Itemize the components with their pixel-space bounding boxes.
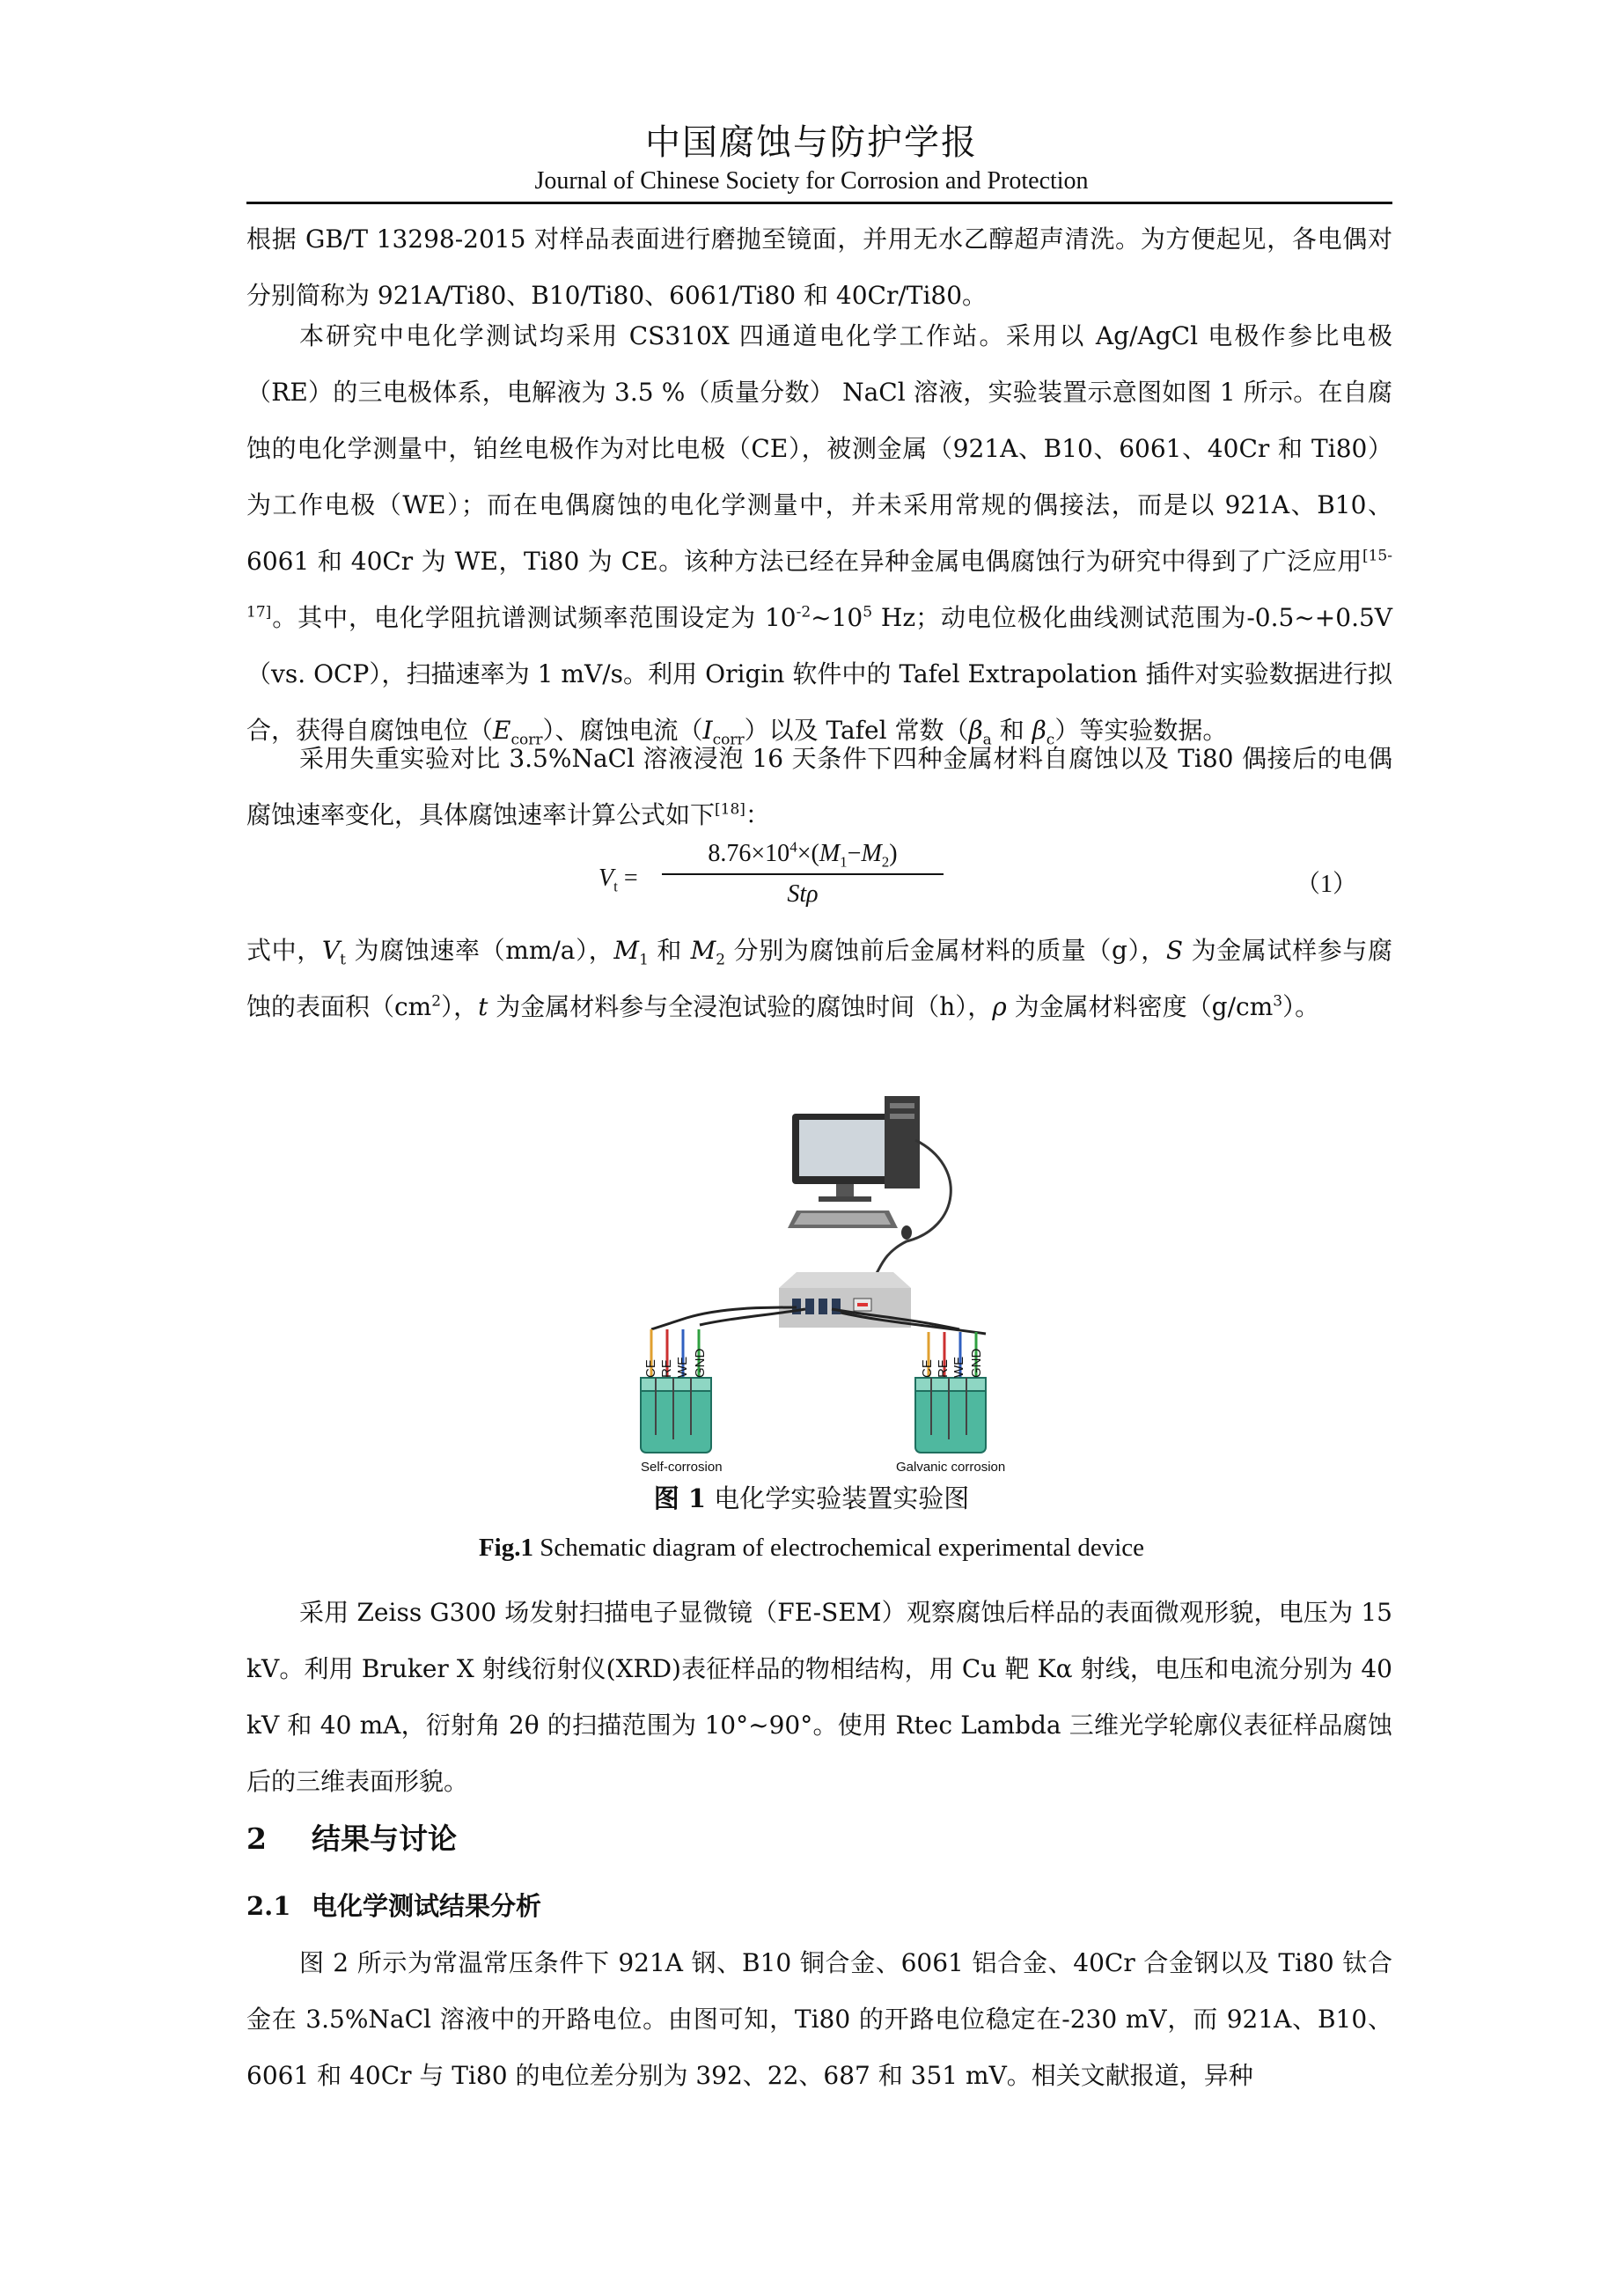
galvanic-corrosion-cell-icon xyxy=(915,1378,986,1453)
body-block-2 xyxy=(246,308,1392,759)
equation-number: （1） xyxy=(1295,871,1357,898)
cell1-label-ce: CE xyxy=(643,1359,658,1378)
paragraph-4: 式中，$V_t$ 为腐蚀速率（mm/a），$M_1$ 和 $M_2$ 分别为腐蚀前后金属材料的质量（g），S 为金属试样参与腐蚀的表面积$(cm^2)$，t 为金属材料参与全浸泡试验的腐蚀时间（h），ρ 为金属材料密度$(g/cm^3)$。 xyxy=(246,936,1392,1021)
body-block-4 xyxy=(246,923,1392,1035)
body-block-5 xyxy=(246,1585,1392,1810)
equation-1 xyxy=(599,838,1392,917)
equation-lhs: $V_t$ = xyxy=(599,865,638,895)
cell1-label-gnd: GND xyxy=(693,1348,708,1378)
computer-monitor-icon xyxy=(792,1114,898,1202)
equation-numerator: $8.76\times 10^4\times(M_1-M_2)$ xyxy=(708,838,898,871)
paragraph-3: 采用失重实验对比 3.5%NaCl 溶液浸泡 16 天条件下四种金属材料自腐蚀以及 Ti80 偶接后的电偶腐蚀速率变化，具体腐蚀速率计算公式如下[18]： xyxy=(246,744,1392,829)
section-2-heading: 2 结果与讨论 xyxy=(246,1821,457,1856)
citation-15-17: [15-17] xyxy=(246,547,1392,622)
figure-1 xyxy=(616,1087,1021,1475)
galvanic-corrosion-label: Galvanic corrosion xyxy=(896,1460,1006,1475)
computer-tower-icon xyxy=(885,1096,920,1188)
keyboard-icon xyxy=(788,1211,898,1228)
self-corrosion-cell-icon xyxy=(641,1378,711,1453)
cell1-label-re: RE xyxy=(659,1359,674,1378)
body-block-6 xyxy=(246,1935,1392,2104)
journal-title-en: Journal of Chinese Society for Corrosion and Protection xyxy=(534,167,1089,195)
self-corrosion-label: Self-corrosion xyxy=(641,1460,723,1475)
paragraph-2: 本研究中电化学测试均采用 CS310X 四通道电化学工作站。采用以 Ag/AgCl 电极作参比电极（RE）的三电极体系，电解液为 3.5 %（质量分数） NaCl 溶液，实验装置示意图如图 1 所示。在自腐蚀的电化学测量中，铂丝电极作为对比电极（CE），被测金属（921A、B10、6061、40Cr 和 Ti80）为工作电极（WE）；而在电偶腐蚀的电化学测量中，并未采用常规的偶接法，而是以 921A、B10、6061 和 40Cr 为 WE，Ti80 为 CE。该种方法已经在异种金属电偶腐蚀行为研究中得到了广泛应用[15-17]。其中，电化学阻抗谱测试频率范围设定为 $10^{-2}\sim 10^5$ Hz；动电位极化曲线测试范围为-0.5~+0.5V（vs. OCP），扫描速率为 1 mV/s。利用 Origin 软件中的 Tafel Extrapolation 插件对实验数据进行拟合，获得自腐蚀电位$(E_{corr})$、腐蚀电流$(I_{corr})$以及 Tafel 常数（$\beta_a$ 和 $\beta_c$）等实验数据。 xyxy=(246,321,1392,749)
mouse-icon xyxy=(901,1225,912,1240)
figure-caption-en: Fig.1 Schematic diagram of electrochemical experimental device xyxy=(478,1534,1145,1562)
paragraph-5: 采用 Zeiss G300 场发射扫描电子显微镜（FE-SEM）观察腐蚀后样品的表面微观形貌，电压为 15 kV。利用 Bruker X 射线衍射仪(XRD)表征样品的物相结构，用 Cu 靶 Kα 射线，电压和电流分别为 40 kV 和 40 mA，衍射角 2θ 的扫描范围为 10°~90°。使用 Rtec Lambda 三维光学轮廓仪表征样品腐蚀后的三维表面形貌。 xyxy=(246,1598,1392,1796)
section-2-1-heading: 2.1 电化学测试结果分析 xyxy=(246,1891,542,1921)
cell2-label-we: WE xyxy=(951,1356,966,1378)
body-block-3 xyxy=(246,731,1392,843)
journal-title-cn: 中国腐蚀与防护学报 xyxy=(645,122,978,163)
cell2-label-re: RE xyxy=(936,1359,951,1378)
equation-fraction xyxy=(662,838,944,910)
paragraph-1: 根据 GB/T 13298-2015 对样品表面进行磨抛至镜面，并用无水乙醇超声清洗。为方便起见，各电偶对分别简称为 921A/Ti80、B10/Ti80、6061/Ti80 和 40Cr/Ti80。 xyxy=(246,224,1392,310)
figure-1-illustration xyxy=(616,1087,1021,1475)
header-rule xyxy=(246,202,1392,204)
citation-18: [18] xyxy=(715,800,745,819)
cell1-label-we: WE xyxy=(675,1356,690,1378)
equation-denominator: Stρ xyxy=(787,880,819,908)
figure-caption-cn: 图 1 电化学实验装置实验图 xyxy=(653,1483,970,1513)
cell2-label-ce: CE xyxy=(920,1359,935,1378)
electrochemical-workstation-icon xyxy=(779,1272,911,1328)
fraction-bar xyxy=(662,873,944,875)
body-block-1 xyxy=(246,211,1392,324)
cell2-label-gnd: GND xyxy=(969,1348,984,1378)
paragraph-6: 图 2 所示为常温常压条件下 921A 钢、B10 铜合金、6061 铝合金、40Cr 合金钢以及 Ti80 钛合金在 3.5%NaCl 溶液中的开路电位。由图可知，Ti80 的开路电位稳定在-230 mV，而 921A、B10、6061 和 40Cr 与 Ti80 的电位差分别为 392、22、687 和 351 mV。相关文献报道，异种 xyxy=(246,1948,1392,2090)
